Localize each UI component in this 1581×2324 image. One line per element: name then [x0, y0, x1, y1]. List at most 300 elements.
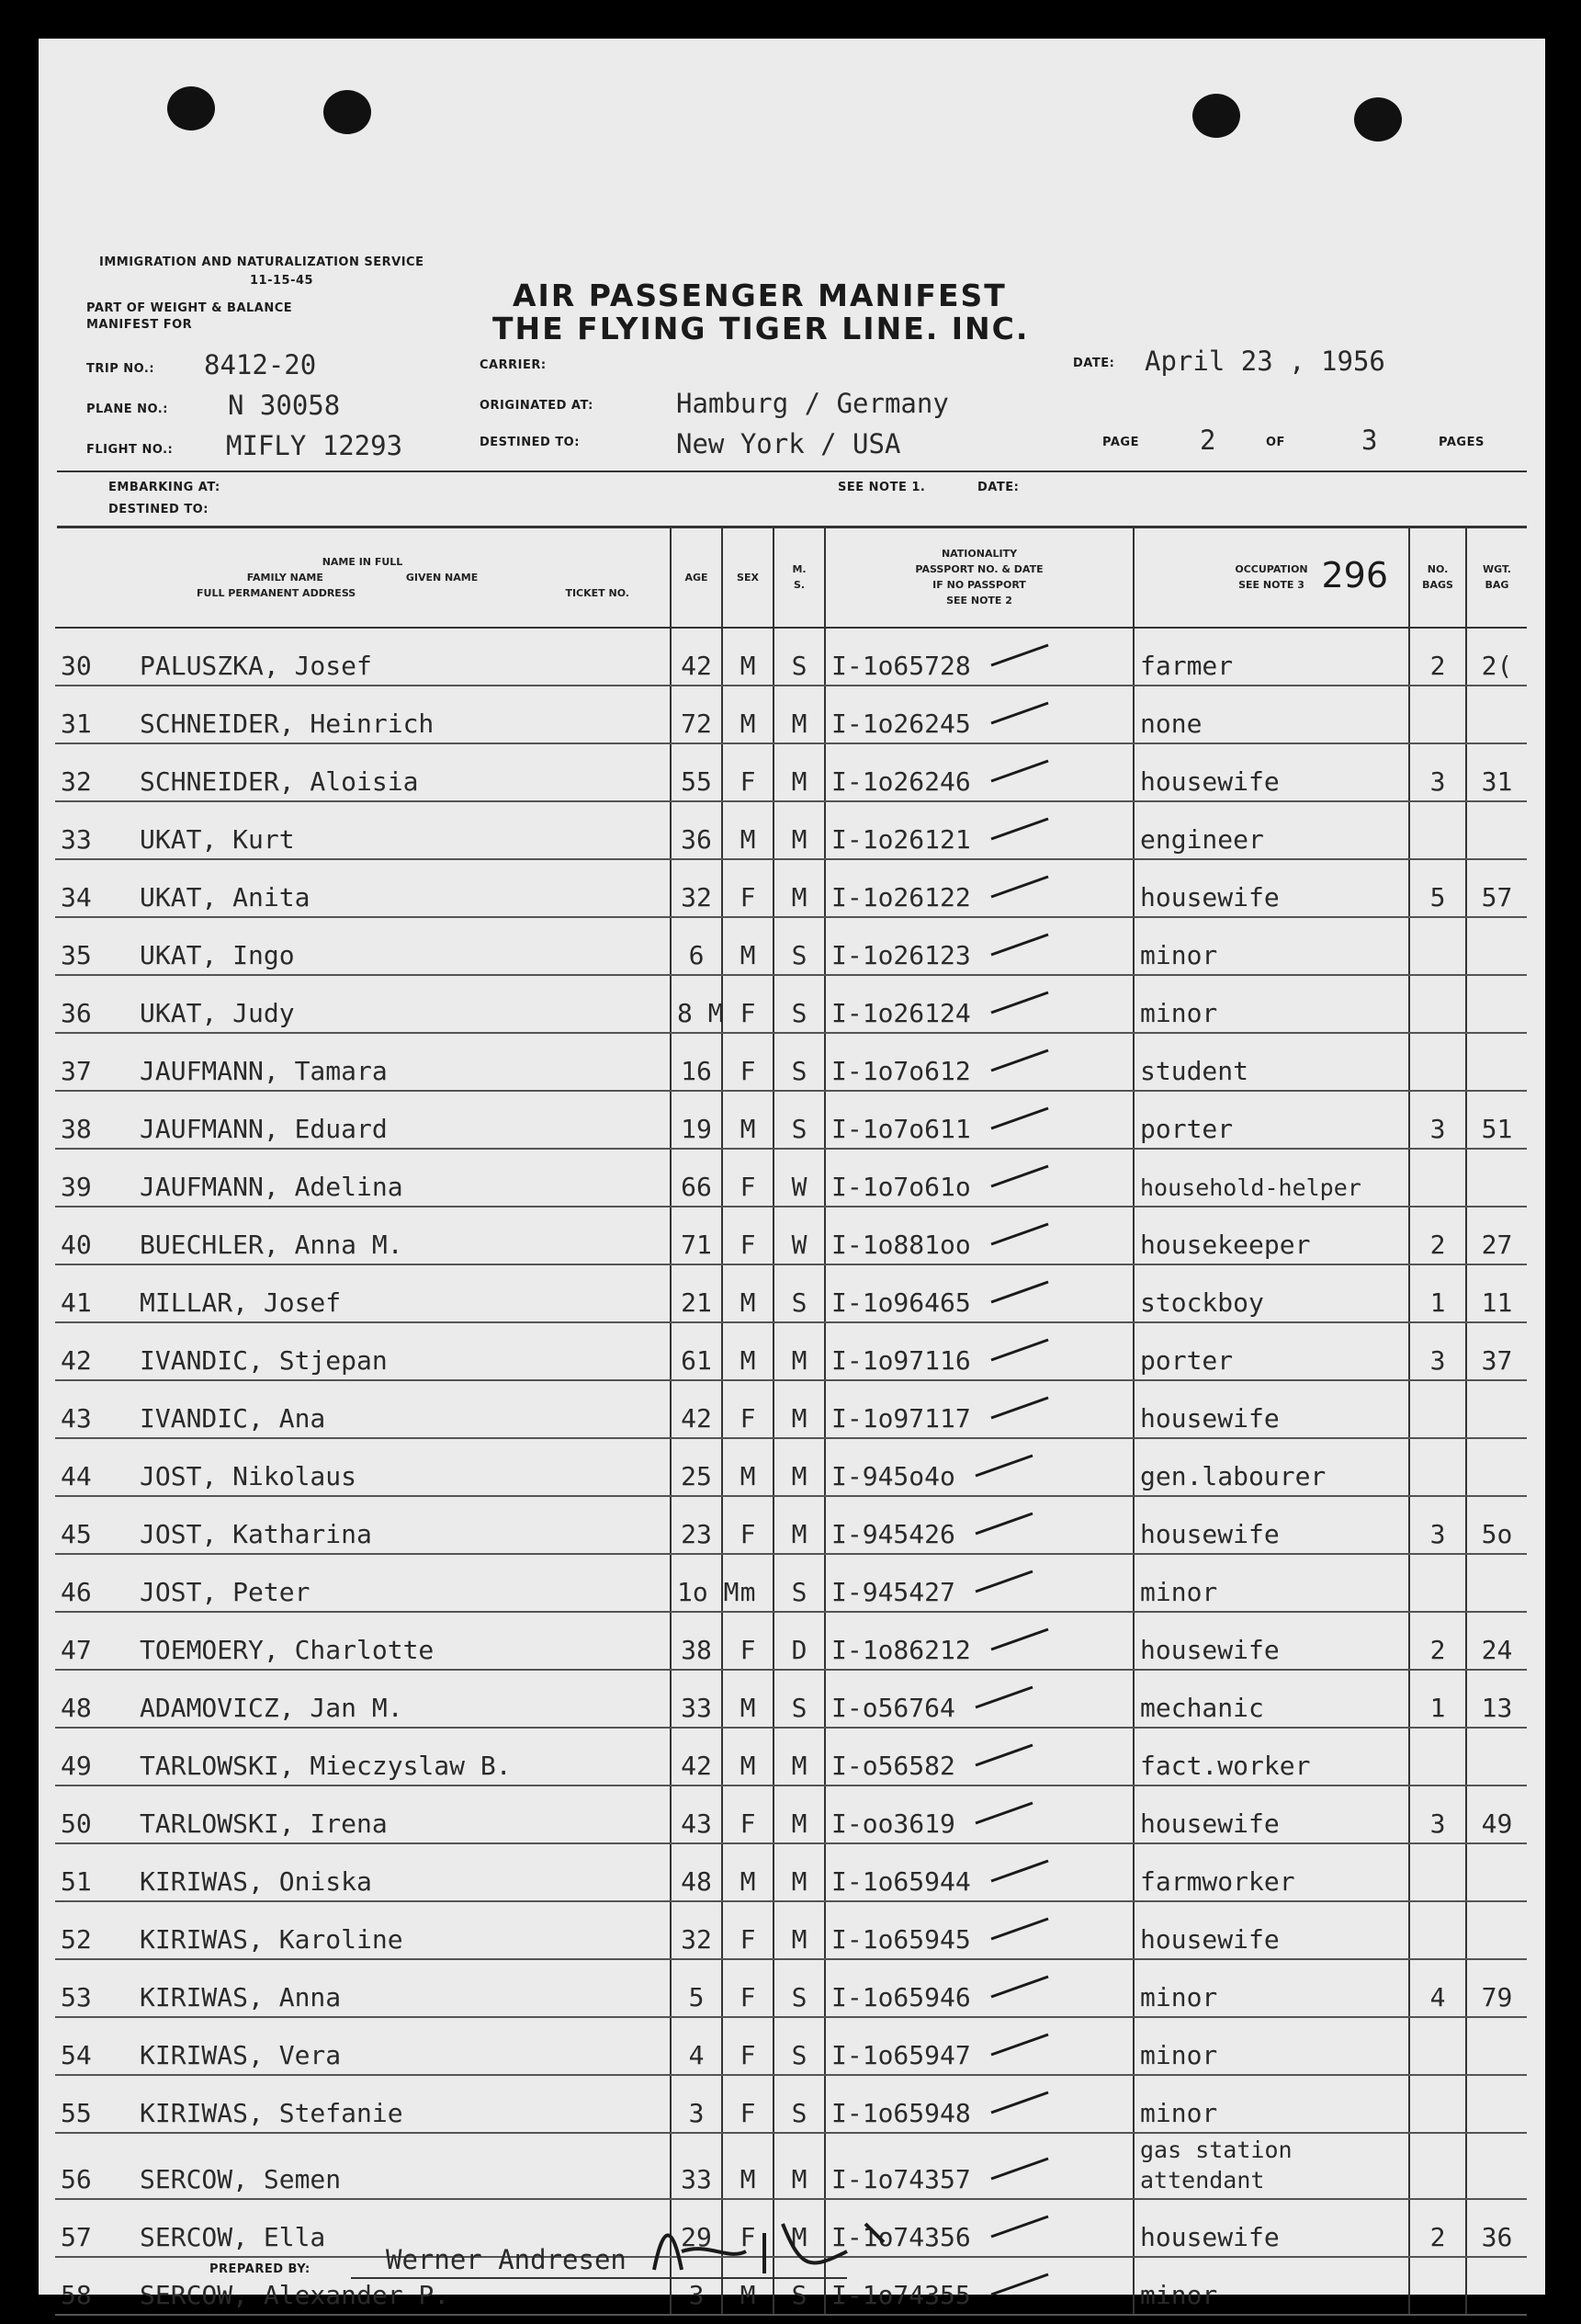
bags-cell: [1409, 1612, 1466, 1670]
passport-number: I-945427: [831, 1577, 955, 1607]
passenger-name-cell: [55, 1843, 671, 1901]
marital-status-value: M: [791, 2222, 807, 2252]
passport-cell: [825, 1091, 1134, 1149]
sex-cell: [722, 2017, 774, 2075]
sex-value: M: [740, 1751, 756, 1781]
check-mark-icon: [988, 1973, 1052, 1999]
sex-value: F: [740, 882, 756, 913]
bags-cell: [1409, 1786, 1466, 1843]
passport-number: I-oo3619: [831, 1808, 955, 1839]
passport-cell: [825, 686, 1134, 743]
check-mark-icon: [988, 2089, 1052, 2114]
line-number: 51: [61, 1866, 92, 1897]
check-mark-icon: [988, 1857, 1052, 1883]
bags-cell: [1409, 801, 1466, 859]
passenger-name-cell: [55, 1380, 671, 1438]
weight-cell: [1466, 2075, 1527, 2133]
age-value: 33: [681, 2164, 712, 2194]
occupation-value: minor: [1140, 2040, 1218, 2070]
line-number: 39: [61, 1172, 92, 1202]
line-number: 46: [61, 1577, 92, 1607]
bags-value: 3: [1429, 1519, 1446, 1549]
age-value: 4: [688, 2040, 705, 2070]
marital-status-cell: [774, 1438, 825, 1496]
bags-value: 2: [1429, 1230, 1446, 1260]
bags-cell: [1409, 1207, 1466, 1264]
table-row: [55, 1670, 1527, 1728]
sex-value: M: [740, 1866, 756, 1897]
passenger-name: JOST, Katharina: [140, 1519, 372, 1549]
bags-cell: [1409, 1033, 1466, 1091]
check-mark-icon: [988, 2155, 1052, 2181]
bags-cell: [1409, 975, 1466, 1033]
page-value: 2: [1200, 425, 1216, 456]
passenger-name: BUECHLER, Anna M.: [140, 1230, 403, 1260]
occupation-header-line2: SEE NOTE 3: [1238, 579, 1304, 591]
passenger-name-cell: [55, 1264, 671, 1322]
line-number: 40: [61, 1230, 92, 1260]
bags-cell: [1409, 1091, 1466, 1149]
marital-status-value: S: [791, 1056, 807, 1086]
sex-cell: [722, 686, 774, 743]
passport-number: I-1o65944: [831, 1866, 971, 1897]
bags-cell: [1409, 686, 1466, 743]
occupation-cell: [1134, 859, 1409, 917]
bags-cell: [1409, 743, 1466, 801]
passport-number: I-1o74356: [831, 2222, 971, 2252]
passport-cell: [825, 1322, 1134, 1380]
passenger-name-cell: [55, 1901, 671, 1959]
weight-value: 2(: [1481, 651, 1513, 681]
passport-number: I-1o97117: [831, 1403, 971, 1434]
table-row: [55, 859, 1527, 917]
bags-value: 3: [1429, 1808, 1446, 1839]
weight-cell: [1466, 1901, 1527, 1959]
passport-cell: [825, 2075, 1134, 2133]
passenger-name: KIRIWAS, Karoline: [140, 1924, 403, 1955]
weight-value: 51: [1481, 1114, 1513, 1144]
age-cell: [671, 1322, 722, 1380]
passport-number: I-1o96465: [831, 1287, 971, 1318]
marital-status-value: S: [791, 1287, 807, 1318]
weight-cell: [1466, 1322, 1527, 1380]
weight-cell: [1466, 2257, 1527, 2315]
trip-label: TRIP NO.:: [86, 362, 155, 376]
column-header-row: [55, 527, 1527, 628]
occupation-value: gas station attendant: [1140, 2137, 1293, 2194]
passenger-name: UKAT, Kurt: [140, 824, 295, 855]
age-cell: [671, 1612, 722, 1670]
passenger-name: IVANDIC, Ana: [140, 1403, 326, 1434]
bags-cell: [1409, 1438, 1466, 1496]
weight-value: 13: [1481, 1693, 1513, 1723]
occupation-value: housewife: [1140, 2222, 1280, 2252]
given-name-header: GIVEN NAME: [405, 571, 479, 584]
occupation-value: housewife: [1140, 1403, 1280, 1434]
passenger-name-cell: [55, 1670, 671, 1728]
age-value: 61: [681, 1345, 712, 1376]
passport-cell: [825, 2133, 1134, 2199]
occupation-value: housewife: [1140, 882, 1280, 913]
sex-value: F: [740, 1808, 756, 1839]
passport-number: I-1o65728: [831, 651, 971, 681]
marital-header-line2: S.: [793, 579, 806, 591]
nationality-header-line3: IF NO PASSPORT: [932, 579, 1026, 591]
occupation-cell: [1134, 743, 1409, 801]
flight-value: MIFLY 12293: [226, 430, 403, 461]
sex-value: F: [740, 1982, 756, 2012]
table-row: [55, 1380, 1527, 1438]
bags-cell: [1409, 1554, 1466, 1612]
weight-column-header: [1466, 527, 1527, 628]
passport-number: I-o56582: [831, 1751, 955, 1781]
occupation-value: farmer: [1140, 651, 1234, 681]
passenger-name-cell: [55, 859, 671, 917]
age-cell: [671, 1554, 740, 1612]
marital-status-value: S: [791, 2098, 807, 2128]
occupation-cell: [1134, 1091, 1409, 1149]
marital-status-value: M: [791, 2164, 807, 2194]
marital-status-value: S: [791, 998, 807, 1028]
check-mark-icon: [972, 1683, 1036, 1709]
bags-value: 3: [1429, 1345, 1446, 1376]
passenger-name: KIRIWAS, Anna: [140, 1982, 342, 2012]
nationality-header-line1: NATIONALITY: [941, 548, 1018, 560]
line-number: 49: [61, 1751, 92, 1781]
table-row: [55, 1496, 1527, 1554]
age-cell: [671, 628, 722, 686]
plane-value: N 30058: [228, 390, 341, 421]
age-cell: [671, 686, 722, 743]
sex-value: F: [740, 998, 756, 1028]
occupation-cell: [1134, 628, 1409, 686]
passenger-name: TOEMOERY, Charlotte: [140, 1635, 435, 1665]
sex-value: M: [740, 1114, 756, 1144]
bags-cell: [1409, 2257, 1466, 2315]
age-value: 23: [681, 1519, 712, 1549]
check-mark-icon: [988, 1394, 1052, 1420]
age-cell: [671, 1728, 722, 1786]
age-cell: [671, 1901, 722, 1959]
embarking-label: EMBARKING AT:: [108, 481, 220, 494]
passenger-table: [55, 527, 1527, 2316]
age-cell: [671, 975, 722, 1033]
bags-cell: [1409, 1670, 1466, 1728]
passenger-name: SERCOW, Ella: [140, 2222, 326, 2252]
occupation-value: engineer: [1140, 824, 1264, 855]
line-number: 36: [61, 998, 92, 1028]
passenger-name: JOST, Peter: [140, 1577, 311, 1607]
line-number: 50: [61, 1808, 92, 1839]
sex-value: M: [740, 1693, 756, 1723]
check-mark-icon: [972, 1452, 1036, 1478]
occupation-cell: [1134, 1149, 1409, 1207]
bags-value: 2: [1429, 651, 1446, 681]
nationality-header-line2: PASSPORT NO. & DATE: [915, 563, 1044, 575]
passport-cell: [825, 801, 1134, 859]
marital-status-cell: [774, 2017, 825, 2075]
passport-number: I-1o26121: [831, 824, 971, 855]
table-row: [55, 1786, 1527, 1843]
passenger-name: PALUSZKA, Josef: [140, 651, 372, 681]
sex-value: M: [740, 824, 756, 855]
passenger-name-cell: [55, 686, 671, 743]
sex-cell: [722, 2133, 774, 2199]
bags-value: 1: [1429, 1693, 1446, 1723]
sex-value: M: [740, 709, 756, 739]
check-mark-icon: [988, 1105, 1052, 1130]
bags-cell: [1409, 1149, 1466, 1207]
occupation-cell: [1134, 1612, 1409, 1670]
bags-cell: [1409, 2199, 1466, 2257]
line-number: 32: [61, 766, 92, 797]
part-of-line: PART OF WEIGHT & BALANCE: [86, 301, 293, 315]
passport-number: I-1o97116: [831, 1345, 971, 1376]
occupation-cell: [1134, 1264, 1409, 1322]
occupation-value: porter: [1140, 1345, 1234, 1376]
marital-status-value: M: [791, 1924, 807, 1955]
table-row: [55, 1959, 1527, 2017]
age-cell: [671, 1843, 722, 1901]
line-number: 54: [61, 2040, 92, 2070]
table-row: [55, 743, 1527, 801]
age-cell: [671, 1496, 722, 1554]
weight-header-line1: WGT.: [1483, 563, 1511, 575]
weight-cell: [1466, 1670, 1527, 1728]
marital-status-value: S: [791, 1577, 807, 1607]
passport-number: I-1o881oo: [831, 1230, 971, 1260]
passenger-name: UKAT, Ingo: [140, 940, 295, 970]
check-mark-icon: [972, 1568, 1036, 1593]
line-number: 56: [61, 2164, 92, 2194]
age-cell: [671, 2017, 722, 2075]
marital-status-value: M: [791, 709, 807, 739]
check-mark-icon: [988, 1047, 1052, 1072]
sex-cell: [722, 1959, 774, 2017]
occupation-value: mechanic: [1140, 1693, 1264, 1723]
check-mark-icon: [972, 1799, 1036, 1825]
age-value: 66: [681, 1172, 712, 1202]
bags-header-line2: BAGS: [1422, 579, 1453, 591]
line-number: 53: [61, 1982, 92, 2012]
passenger-name: MILLAR, Josef: [140, 1287, 342, 1318]
weight-cell: [1466, 1728, 1527, 1786]
passport-cell: [825, 2017, 1134, 2075]
occupation-cell: [1134, 2133, 1409, 2199]
check-mark-icon: [988, 931, 1052, 957]
sex-cell: [722, 1033, 774, 1091]
sex-value: F: [740, 1056, 756, 1086]
passenger-name: TARLOWSKI, Irena: [140, 1808, 388, 1839]
sex-value: M: [740, 940, 756, 970]
passport-cell: [825, 1843, 1134, 1901]
sex-cell: [722, 2075, 774, 2133]
occupation-cell: [1134, 801, 1409, 859]
marital-status-cell: [774, 1496, 825, 1554]
check-mark-icon: [988, 815, 1052, 841]
bags-value: 4: [1429, 1982, 1446, 2012]
sex-cell: [722, 1149, 774, 1207]
occupation-header-line1: OCCUPATION: [1235, 563, 1308, 575]
passport-number: I-1o7o612: [831, 1056, 971, 1086]
age-value: 32: [681, 1924, 712, 1955]
destined-label: DESTINED TO:: [480, 436, 580, 449]
occupation-cell: [1134, 1554, 1409, 1612]
check-mark-icon: [988, 1278, 1052, 1304]
passenger-name: JAUFMANN, Adelina: [140, 1172, 403, 1202]
occupation-stamp: 296: [1321, 555, 1388, 595]
marital-column-header: [774, 527, 825, 628]
weight-value: 49: [1481, 1808, 1513, 1839]
marital-status-value: M: [791, 1751, 807, 1781]
passenger-name: JAUFMANN, Eduard: [140, 1114, 388, 1144]
line-number: 48: [61, 1693, 92, 1723]
age-cell: [671, 1264, 722, 1322]
flight-label: FLIGHT NO.:: [86, 443, 174, 457]
occupation-value: farmworker: [1140, 1866, 1295, 1897]
passport-cell: [825, 1554, 1134, 1612]
weight-header-line2: BAG: [1485, 579, 1509, 591]
age-cell: [671, 859, 722, 917]
sex-cell: [722, 1496, 774, 1554]
passenger-name-cell: [55, 1438, 671, 1496]
sex-cell: [722, 801, 774, 859]
passport-cell: [825, 1786, 1134, 1843]
age-cell: [671, 2075, 722, 2133]
table-row: [55, 1264, 1527, 1322]
weight-cell: [1466, 2199, 1527, 2257]
age-value: 32: [681, 882, 712, 913]
age-value: 8 M: [677, 998, 724, 1028]
occupation-cell: [1134, 1496, 1409, 1554]
bags-value: 2: [1429, 2222, 1446, 2252]
marital-status-cell: [774, 1091, 825, 1149]
form-title: AIR PASSENGER MANIFEST: [513, 278, 1007, 313]
line-number: 30: [61, 651, 92, 681]
marital-status-cell: [774, 1207, 825, 1264]
signature-scribble: [645, 2215, 957, 2281]
weight-value: 24: [1481, 1635, 1513, 1665]
weight-value: 5o: [1481, 1519, 1513, 1549]
sex-cell: [722, 1264, 774, 1322]
marital-status-value: M: [791, 882, 807, 913]
table-row: [55, 686, 1527, 743]
weight-cell: [1466, 801, 1527, 859]
marital-status-cell: [774, 917, 825, 975]
marital-status-cell: [774, 743, 825, 801]
sex-value: F: [740, 1230, 756, 1260]
occupation-value: minor: [1140, 2280, 1218, 2310]
weight-cell: [1466, 917, 1527, 975]
passport-number: I-1o65945: [831, 1924, 971, 1955]
age-cell: [671, 1207, 722, 1264]
passport-number: I-1o86212: [831, 1635, 971, 1665]
bags-cell: [1409, 1380, 1466, 1438]
line-number: 33: [61, 824, 92, 855]
passport-number: I-945o4o: [831, 1461, 955, 1491]
age-value: 33: [681, 1693, 712, 1723]
bags-header-line1: NO.: [1427, 563, 1449, 575]
passenger-name-cell: [55, 1496, 671, 1554]
marital-status-cell: [774, 2133, 825, 2199]
sex-value: F: [740, 766, 756, 797]
passenger-name: UKAT, Judy: [140, 998, 295, 1028]
passenger-name-cell: [55, 2075, 671, 2133]
passenger-name: TARLOWSKI, Mieczyslaw B.: [140, 1751, 512, 1781]
marital-status-cell: [774, 859, 825, 917]
line-number: 41: [61, 1287, 92, 1318]
table-row: [55, 1438, 1527, 1496]
sex-value: F: [740, 2098, 756, 2128]
table-row: [55, 975, 1527, 1033]
marital-status-value: S: [791, 651, 807, 681]
passport-number: I-1o26246: [831, 766, 971, 797]
passport-number: I-1o74355: [831, 2280, 971, 2310]
prepared-value: Werner Andresen: [386, 2244, 627, 2275]
occupation-value: housewife: [1140, 1808, 1280, 1839]
occupation-cell: [1134, 2199, 1409, 2257]
passenger-name-cell: [55, 917, 671, 975]
punch-hole: [167, 86, 215, 130]
bags-cell: [1409, 1728, 1466, 1786]
check-mark-icon: [972, 1510, 1036, 1536]
marital-status-cell: [774, 1322, 825, 1380]
table-row: [55, 917, 1527, 975]
age-value: 3: [688, 2098, 705, 2128]
occupation-cell: [1134, 1380, 1409, 1438]
pages-label: PAGES: [1439, 436, 1485, 449]
passport-cell: [825, 743, 1134, 801]
table-row: [55, 1207, 1527, 1264]
bags-cell: [1409, 628, 1466, 686]
bags-value: 5: [1429, 882, 1446, 913]
sex-cell: [722, 1843, 774, 1901]
line-number: 55: [61, 2098, 92, 2128]
manifest-for-line: MANIFEST FOR: [86, 318, 193, 332]
sex-value: M: [740, 651, 756, 681]
sex-value: F: [740, 1403, 756, 1434]
occupation-value: student: [1140, 1056, 1249, 1086]
table-row: [55, 801, 1527, 859]
check-mark-icon: [988, 989, 1052, 1015]
passport-cell: [825, 1670, 1134, 1728]
passport-cell: [825, 1207, 1134, 1264]
line-number: 45: [61, 1519, 92, 1549]
marital-status-value: M: [791, 824, 807, 855]
passport-number: I-1o7o61o: [831, 1172, 971, 1202]
marital-status-cell: [774, 1901, 825, 1959]
marital-status-value: M: [791, 1345, 807, 1376]
of-value: 3: [1361, 425, 1378, 456]
sex-cell: [722, 1612, 774, 1670]
age-cell: [671, 2133, 722, 2199]
bags-cell: [1409, 859, 1466, 917]
marital-status-cell: [774, 1149, 825, 1207]
marital-status-cell: [774, 1843, 825, 1901]
occupation-value: minor: [1140, 1577, 1218, 1607]
bags-cell: [1409, 1496, 1466, 1554]
occupation-value: housekeeper: [1140, 1230, 1311, 1260]
passport-cell: [825, 1612, 1134, 1670]
occupation-cell: [1134, 686, 1409, 743]
occupation-cell: [1134, 1959, 1409, 2017]
line-number: 31: [61, 709, 92, 739]
of-label: OF: [1266, 436, 1285, 449]
occupation-cell: [1134, 1843, 1409, 1901]
table-row: [55, 2075, 1527, 2133]
weight-cell: [1466, 859, 1527, 917]
destined-value: New York / USA: [676, 428, 901, 459]
